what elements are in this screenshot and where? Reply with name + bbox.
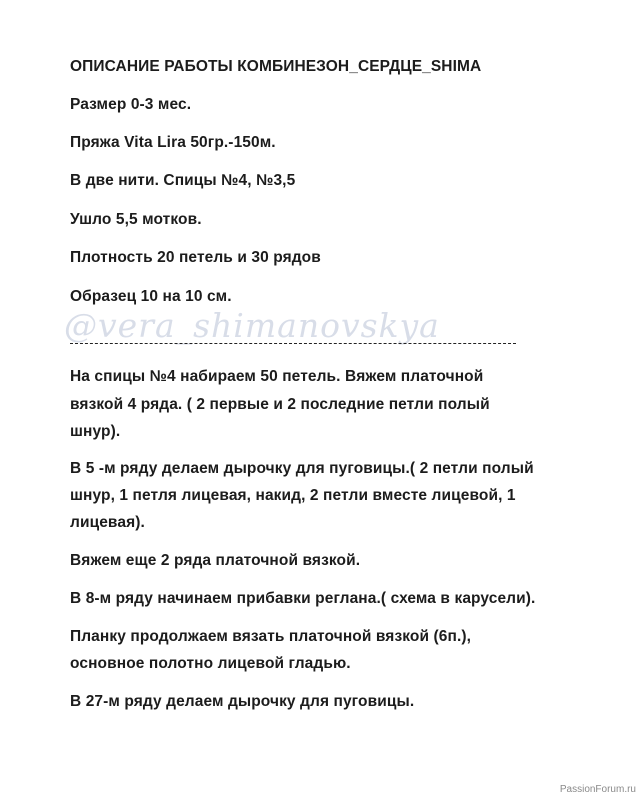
paragraph-line: В 5 -м ряду делаем дырочку для пуговицы.( 2 петли полый	[70, 460, 534, 477]
paragraph-line: В 8-м ряду начинаем прибавки реглана.( схема в карусели).	[70, 590, 536, 607]
paragraph-line: На спицы №4 набираем 50 петель. Вяжем платочной	[70, 368, 484, 385]
paragraph-line: основное полотно лицевой гладью.	[70, 655, 351, 672]
sample-line: Образец 10 на 10 см.	[70, 288, 232, 305]
site-watermark: PassionForum.ru	[559, 784, 636, 795]
paragraph-line: Вяжем еще 2 ряда платочной вязкой.	[70, 552, 361, 569]
paragraph-line: шнур, 1 петля лицевая, накид, 2 петли вместе лицевой, 1	[70, 487, 516, 504]
paragraph-line: вязкой 4 ряда. ( 2 первые и 2 последние петли полый	[70, 396, 490, 413]
gauge-line: Плотность 20 петель и 30 рядов	[70, 249, 321, 266]
paragraph-line: шнур).	[70, 423, 121, 440]
divider-line	[70, 343, 516, 344]
size-line: Размер 0-3 мес.	[70, 96, 192, 113]
paragraph-line: Планку продолжаем вязать платочной вязкой (6п.),	[70, 628, 472, 645]
author-watermark: @vera_shimanovskya	[64, 306, 440, 345]
skeins-line: Ушло 5,5 мотков.	[70, 211, 202, 228]
paragraph-line: В 27-м ряду делаем дырочку для пуговицы.	[70, 693, 415, 710]
yarn-line: Пряжа Vita Lira 50гр.-150м.	[70, 134, 276, 151]
document-title: ОПИСАНИЕ РАБОТЫ КОМБИНЕЗОН_СЕРДЦЕ_SHIMA	[70, 58, 482, 75]
paragraph-line: лицевая).	[70, 514, 145, 531]
needles-line: В две нити. Спицы №4, №3,5	[70, 172, 296, 189]
